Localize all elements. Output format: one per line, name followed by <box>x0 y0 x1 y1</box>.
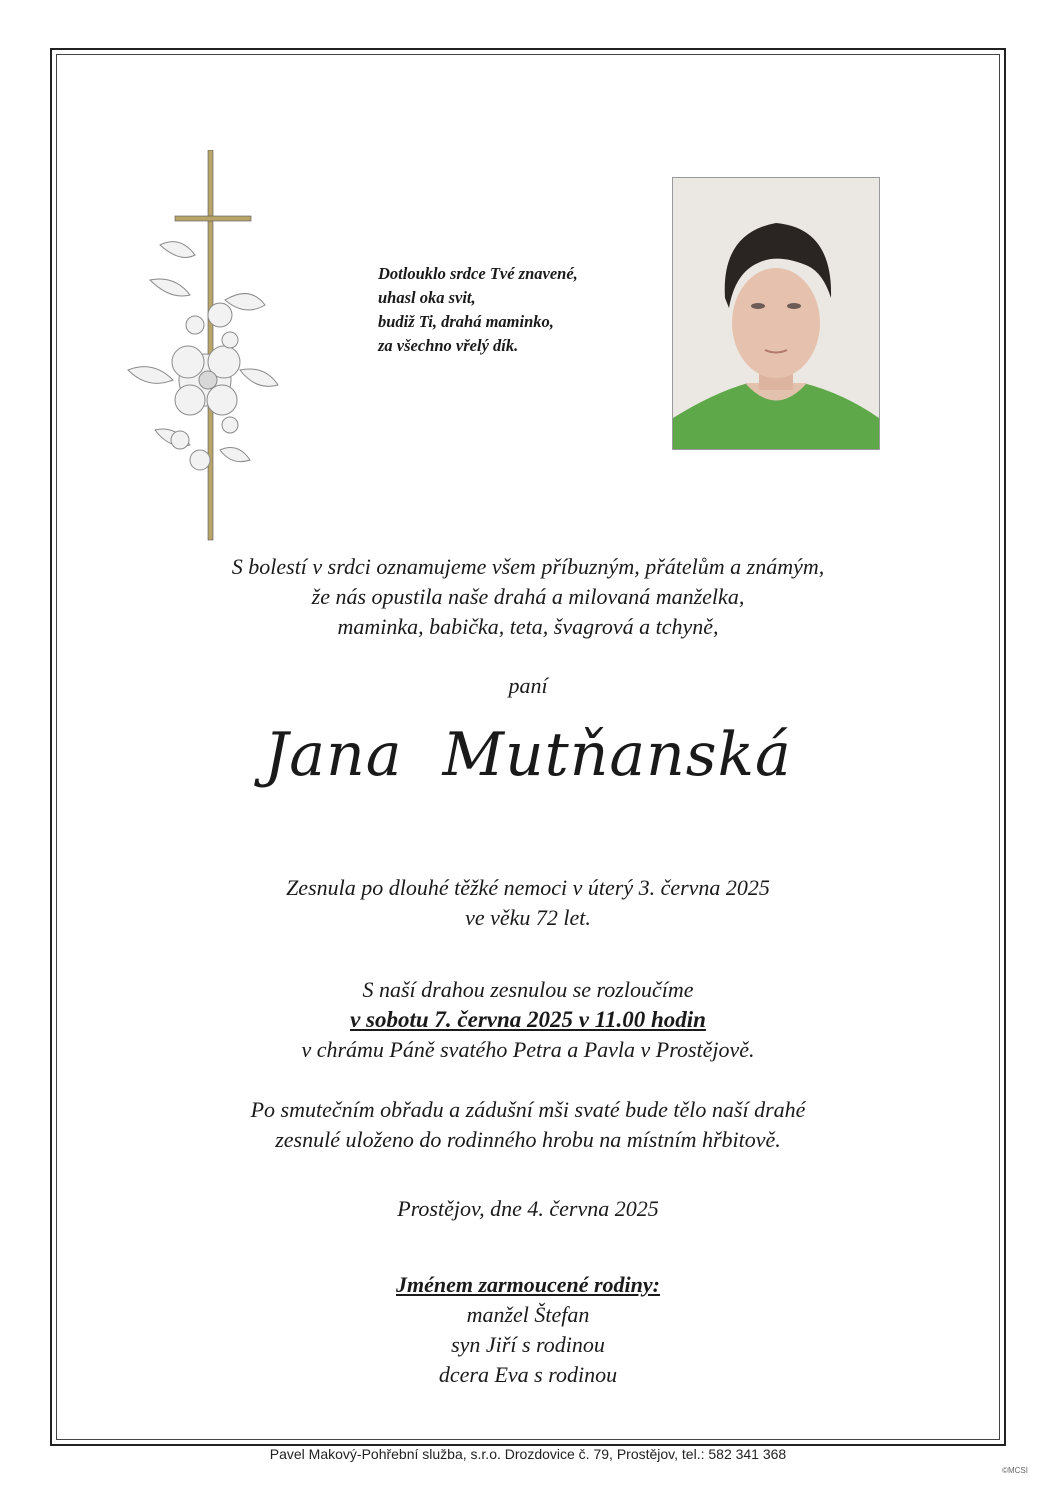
announcement-intro <box>56 552 1000 642</box>
family-member: manžel Štefan <box>466 1302 590 1327</box>
farewell-info <box>56 975 1000 1065</box>
intro-line: že nás opustila naše drahá a milovaná manželka, <box>311 584 745 609</box>
family-member: syn Jiří s rodinou <box>451 1332 605 1357</box>
intro-line: maminka, babička, teta, švagrová a tchyně, <box>337 614 719 639</box>
ceremony-info <box>56 1095 1000 1155</box>
title-word: paní <box>508 673 548 698</box>
corner-mark: ©MCSI <box>1002 1466 1028 1475</box>
funeral-service-footer: Pavel Makový-Pohřební služba, s.r.o. Drozdovice č. 79, Prostějov, tel.: 582 341 368 <box>269 1446 787 1462</box>
cross-with-flowers-icon <box>120 150 290 545</box>
verse-line: budiž Ti, drahá maminko, <box>378 312 554 331</box>
ceremony-line: Po smutečním obřadu a zádušní mši svaté bude tělo naší drahé <box>250 1097 806 1122</box>
place-date: Prostějov, dne 4. června 2025 <box>397 1196 659 1221</box>
portrait-photo <box>672 177 880 450</box>
farewell-line: S naší drahou zesnulou se rozloučíme <box>362 977 694 1002</box>
deceased-name: Jana Mutňanská <box>264 720 792 790</box>
family-signature <box>56 1270 1000 1390</box>
family-heading: Jménem zarmoucené rodiny: <box>396 1272 660 1297</box>
family-member: dcera Eva s rodinou <box>438 1362 618 1387</box>
verse-line: uhasl oka svit, <box>378 288 476 307</box>
verse <box>378 262 578 358</box>
death-line: ve věku 72 let. <box>465 905 591 930</box>
ceremony-line: zesnulé uloženo do rodinného hrobu na místním hřbitově. <box>275 1127 781 1152</box>
intro-line: S bolestí v srdci oznamujeme všem příbuzným, přátelům a známým, <box>231 554 825 579</box>
verse-line: Dotlouklo srdce Tvé znavené, <box>378 264 578 283</box>
death-line: Zesnula po dlouhé těžké nemoci v úterý 3. června 2025 <box>286 875 770 900</box>
farewell-datetime: v sobotu 7. června 2025 v 11.00 hodin <box>350 1007 706 1032</box>
verse-line: za všechno vřelý dík. <box>378 336 519 355</box>
death-info <box>56 873 1000 933</box>
farewell-place: v chrámu Páně svatého Petra a Pavla v Prostějově. <box>301 1037 755 1062</box>
portrait-icon <box>673 178 879 449</box>
